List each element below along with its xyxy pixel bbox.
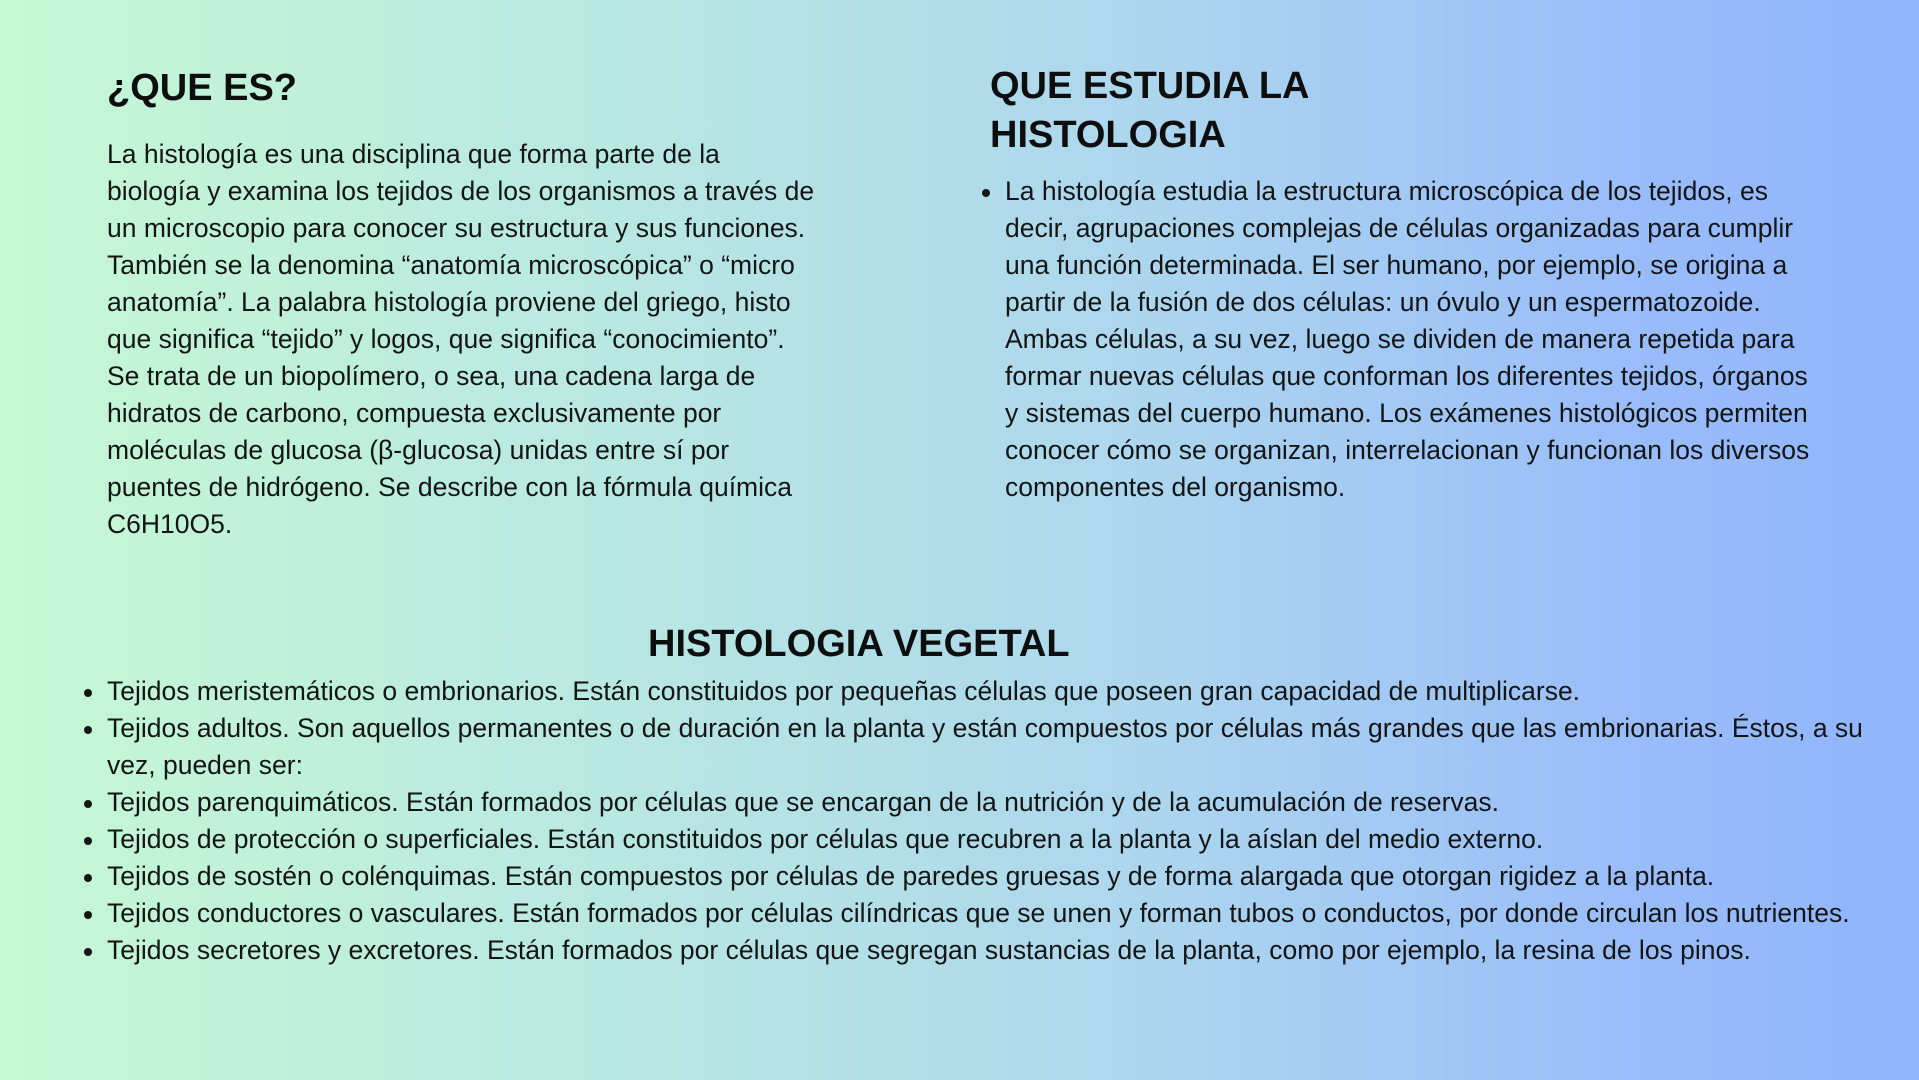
list-item-text: Tejidos adultos. Son aquellos permanentes o de duración en la planta y están compuestos por células más grandes que las embrionarias. Éstos, a su vez, pueden ser:	[107, 713, 1863, 780]
que-es-heading: ¿QUE ES?	[107, 67, 298, 109]
que-estudia-heading: QUE ESTUDIA LA HISTOLOGIA	[990, 65, 1309, 156]
list-item-text: Tejidos de protección o superficiales. Están constituidos por células que recubren a la planta y la aíslan del medio externo.	[107, 824, 1544, 854]
list-item-text: La histología estudia la estructura microscópica de los tejidos, es decir, agrupaciones complejas de células organizadas para cumplir una función determinada. El ser humano, por ejemplo, se origina a partir de la fusión de dos células: un óvulo y un espermatozoide. Ambas células, a su vez, luego se dividen de manera repetida para formar nuevas células que conforman los diferentes tejidos, órganos y sistemas del cuerpo humano. Los exámenes histológicos permiten conocer cómo se organizan, interrelacionan y funcionan los diversos componentes del organismo.	[1005, 176, 1810, 502]
list-item	[107, 784, 1897, 821]
list-item	[107, 932, 1897, 969]
histologia-vegetal-list	[107, 673, 1897, 969]
list-item	[107, 895, 1897, 932]
list-item-text: Tejidos secretores y excretores. Están formados por células que segregan sustancias de la planta, como por ejemplo, la resina de los pinos.	[107, 935, 1751, 965]
list-item	[107, 710, 1897, 784]
bullet-icon	[84, 837, 92, 845]
bullet-icon	[84, 726, 92, 734]
list-item-text: Tejidos meristemáticos o embrionarios. Están constituidos por pequeñas células que poseen gran capacidad de multiplicarse.	[107, 676, 1581, 706]
bullet-icon	[982, 189, 990, 197]
que-estudia-list	[1005, 173, 1825, 506]
list-item	[107, 821, 1897, 858]
que-es-body	[107, 136, 819, 543]
list-item-text: Tejidos de sostén o colénquimas. Están compuestos por células de paredes gruesas y de forma alargada que otorgan rigidez a la planta.	[107, 861, 1715, 891]
bullet-icon	[84, 948, 92, 956]
bullet-icon	[84, 689, 92, 697]
histologia-vegetal-heading: HISTOLOGIA VEGETAL	[648, 623, 1070, 665]
list-item	[107, 858, 1897, 895]
list-item-text: Tejidos parenquimáticos. Están formados por células que se encargan de la nutrición y de la acumulación de reservas.	[107, 787, 1500, 817]
list-item	[107, 673, 1897, 710]
bullet-icon	[84, 800, 92, 808]
que-es-paragraph-2: Se trata de un biopolímero, o sea, una cadena larga de hidratos de carbono, compuesta exclusivamente por moléculas de glucosa (β-glucosa) unidas entre sí por puentes de hidrógeno. Se describe con la fórmula química C6H10O5.	[107, 361, 793, 539]
que-es-paragraph-1: La histología es una disciplina que forma parte de la biología y examina los tejidos de los organismos a través de un microscopio para conocer su estructura y sus funciones. También se la denomina “anatomía microscópica” o “micro anatomía”. La palabra histología proviene del griego, histo que significa “tejido” y logos, que significa “conocimiento”.	[107, 139, 815, 354]
bullet-icon	[84, 874, 92, 882]
list-item-text: Tejidos conductores o vasculares. Están formados por células cilíndricas que se unen y forman tubos o conductos, por donde circulan los nutrientes.	[107, 898, 1850, 928]
list-item	[1005, 173, 1825, 506]
bullet-icon	[84, 911, 92, 919]
